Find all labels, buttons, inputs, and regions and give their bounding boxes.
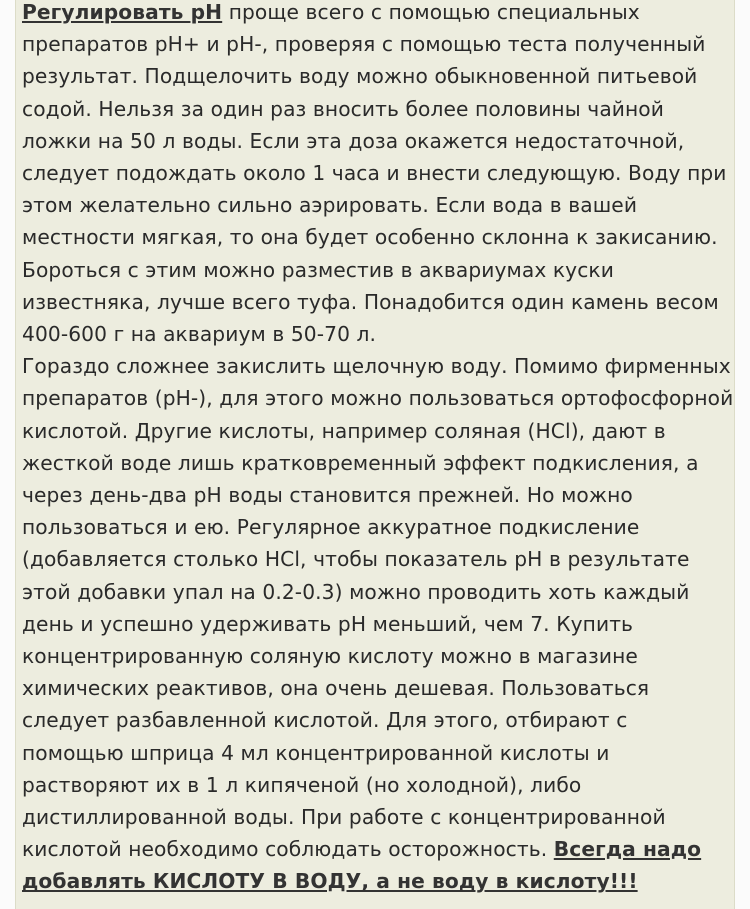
ph-heading-link[interactable]: Регулировать pH	[22, 0, 223, 24]
paragraph-2-body: Гораздо сложнее закислить щелочную воду. Помимо фирменных препаратов (pH-), для этого можно пользоваться ортофосфорной кислотой. Другие кислоты, например соляная (HCl), дают в жесткой воде лишь кратковременный эффект подкисления, а через день-два pH воды становится прежней. Но можно пользоваться и ею. Регулярное аккуратное подкисление (добавляется столько HCl, чтобы показатель pH в результате этой добавки упал на 0.2-0.3) можно проводить хоть каждый день и успешно удерживать pH меньший, чем 7. Купить концентрированную соляную кислоту можно в магазине химических реактивов, она очень дешевая. Пользоваться следует разбавленной кислотой. Для этого, отбирают с помощью шприца 4 мл концентрированной кислоты и растворяют их в 1 л кипяченой (но холодной), либо дистиллированной воды. При работе с концентрированной кислотой необходимо соблюдать осторожность.	[22, 354, 734, 862]
article-text	[22, 0, 734, 898]
article-panel	[15, 0, 735, 909]
acid-warning-link[interactable]: Всегда надо добавлять КИСЛОТУ В ВОДУ, а не воду в кислоту!!!	[22, 837, 702, 894]
paragraph-ph-regulation	[22, 0, 734, 350]
paragraph-acidification	[22, 350, 734, 897]
paragraph-1-body: проще всего с помощью специальных препаратов pH+ и pH-, проверяя с помощью теста полученный результат. Подщелочить воду можно обыкновенной питьевой содой. Нельзя за один раз вносить более половины чайной ложки на 50 л воды. Если эта доза окажется недостаточной, следует подождать около 1 часа и внести следующую. Воду при этом желательно сильно аэрировать. Если вода в вашей местности мягкая, то она будет особенно склонна к закисанию. Бороться с этим можно разместив в аквариумах куски известняка, лучше всего туфа. Понадобится один камень весом 400-600 г на аквариум в 50-70 л.	[22, 0, 727, 347]
